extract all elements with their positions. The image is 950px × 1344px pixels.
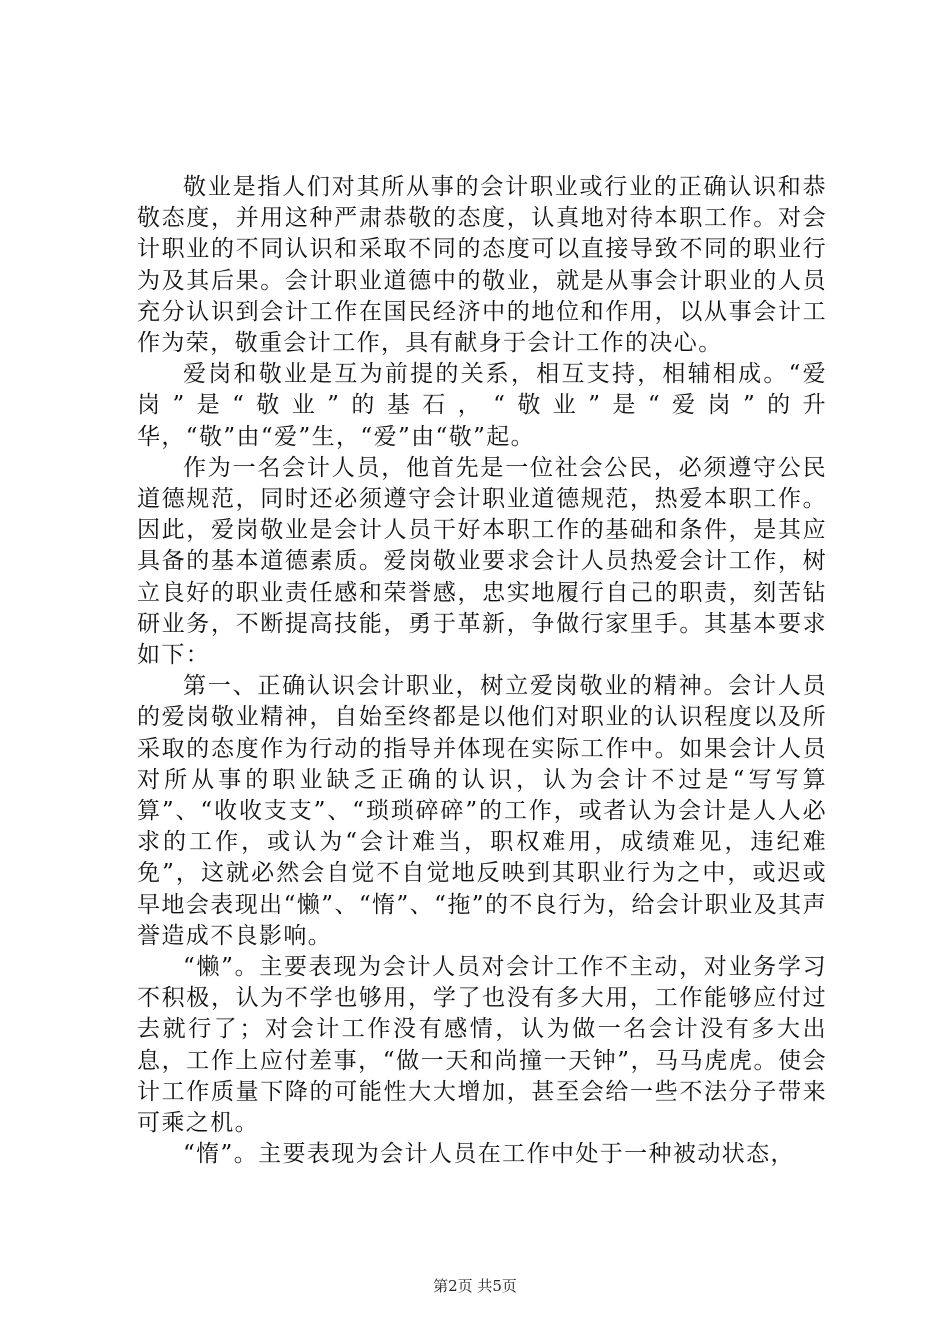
- paragraph: “惰”。主要表现为会计人员在工作中处于一种被动状态，: [183, 1141, 795, 1168]
- paragraph: 作为一名会计人员，他首先是一位社会公民，必须遵守公民道德规范，同时还必须遵守会计职业道德规范，热爱本职工作。因此，爱岗敬业是会计人员干好本职工作的基础和条件，是其应具备的基本道德素质。爱岗敬业要求会计人员热爱会计工作，树立良好的职业责任感和荣誉感，忠实地履行自己的职责，刻苦钻研业务，不断提高技能，勇于革新，争做行家里手。其基本要求如下：: [137, 454, 827, 669]
- document-body: [137, 172, 827, 1171]
- paragraph: 爱岗和敬业是互为前提的关系，相互支持，相辅相成。“爱岗”是“敬业”的基石，“敬业”是“爱岗”的升华，“敬”由“爱”生，“爱”由“敬”起。: [137, 361, 827, 450]
- paragraph: 敬业是指人们对其所从事的会计职业或行业的正确认识和恭敬态度，并用这种严肃恭敬的态度，认真地对待本职工作。对会计职业的不同认识和采取不同的态度可以直接导致不同的职业行为及其后果。会计职业道德中的敬业，就是从事会计职业的人员充分认识到会计工作在国民经济中的地位和作用，以从事会计工作为荣，敬重会计工作，具有献身于会计工作的决心。: [137, 174, 827, 357]
- paragraph: “懒”。主要表现为会计人员对会计工作不主动，对业务学习不积极，认为不学也够用，学了也没有多大用，工作能够应付过去就行了；对会计工作没有感情，认为做一名会计没有多大出息，工作上应付差事，“做一天和尚撞一天钟”，马马虎虎。使会计工作质量下降的可能性大大增加，甚至会给一些不法分子带来可乘之机。: [137, 954, 827, 1137]
- page-footer: 第2页 共5页: [433, 1277, 517, 1295]
- paragraph: 第一、正确认识会计职业，树立爱岗敬业的精神。会计人员的爱岗敬业精神，自始至终都是以他们对职业的认识程度以及所采取的态度作为行动的指导并体现在实际工作中。如果会计人员对所从事的职业缺乏正确的认识，认为会计不过是“写写算算”、“收收支支”、“琐琐碎碎”的工作，或者认为会计是人人必求的工作，或认为“会计难当，职权难用，成绩难见，违纪难免”，这就必然会自觉不自觉地反映到其职业行为之中，或迟或早地会表现出“懒”、“惰”、“拖”的不良行为，给会计职业及其声誉造成不良影响。: [137, 673, 827, 949]
